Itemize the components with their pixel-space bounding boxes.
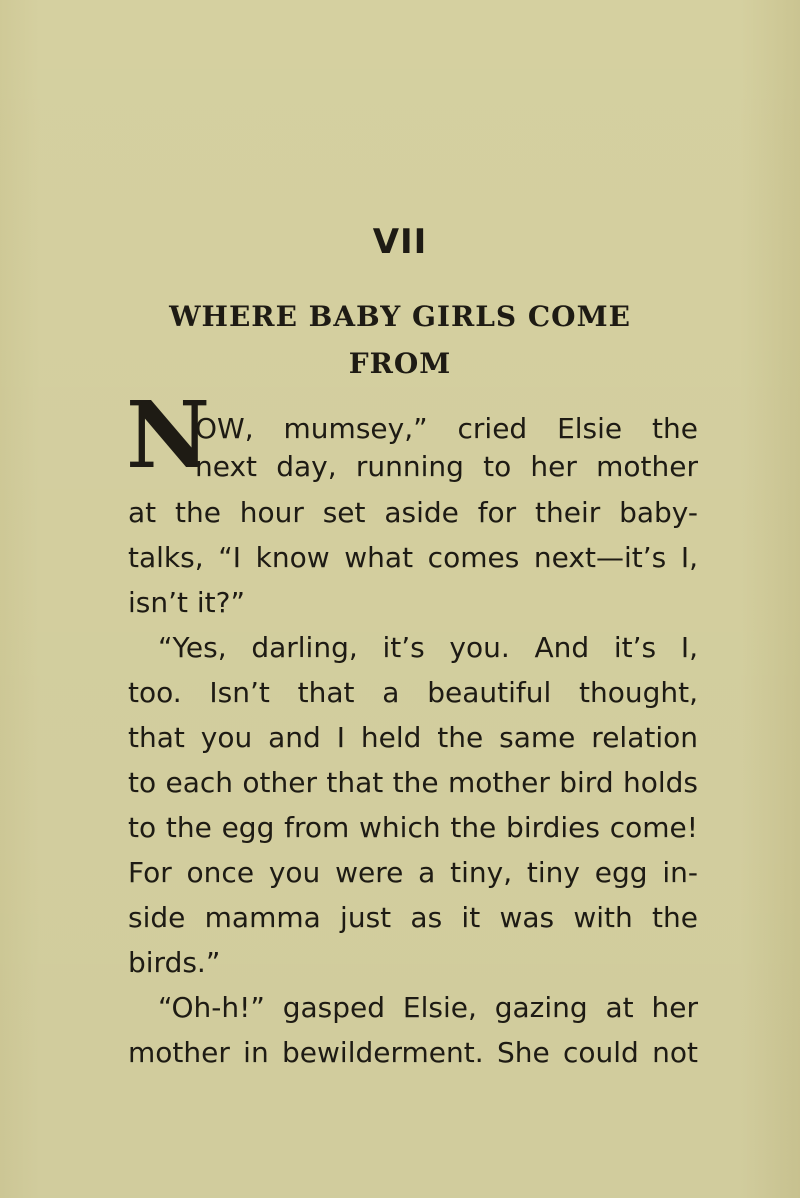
text-line-2: next day, running to her mother: [195, 450, 698, 483]
text-line-5: isn’t it?”: [128, 586, 246, 619]
text-line-12: side mamma just as it was with the: [128, 901, 698, 934]
drop-cap: N: [126, 381, 211, 489]
chapter-title-line-2: FROM: [348, 347, 452, 380]
text-line-1: OW, mumsey,” cried Elsie the: [195, 412, 698, 445]
text-line-4: talks, “I know what comes next—it’s I,: [128, 541, 698, 574]
text-line-7: too. Isn’t that a beautiful thought,: [128, 676, 698, 709]
text-line-9: to each other that the mother bird holds: [128, 766, 698, 799]
text-line-8: that you and I held the same relation: [128, 721, 698, 754]
text-line-11: For once you were a tiny, tiny egg in-: [128, 856, 698, 889]
text-line-13: birds.”: [128, 946, 221, 979]
text-line-14: “Oh-h!” gasped Elsie, gazing at her: [158, 991, 698, 1024]
text-line-3: at the hour set aside for their baby-: [128, 496, 698, 529]
text-line-6: “Yes, darling, it’s you. And it’s I,: [158, 631, 698, 664]
chapter-number: VII: [372, 222, 428, 262]
chapter-title: [0, 293, 800, 387]
chapter-title-line-1: WHERE BABY GIRLS COME: [169, 300, 631, 333]
text-line-10: to the egg from which the birdies come!: [128, 811, 698, 844]
text-line-15: mother in bewilderment. She could not: [128, 1036, 698, 1069]
